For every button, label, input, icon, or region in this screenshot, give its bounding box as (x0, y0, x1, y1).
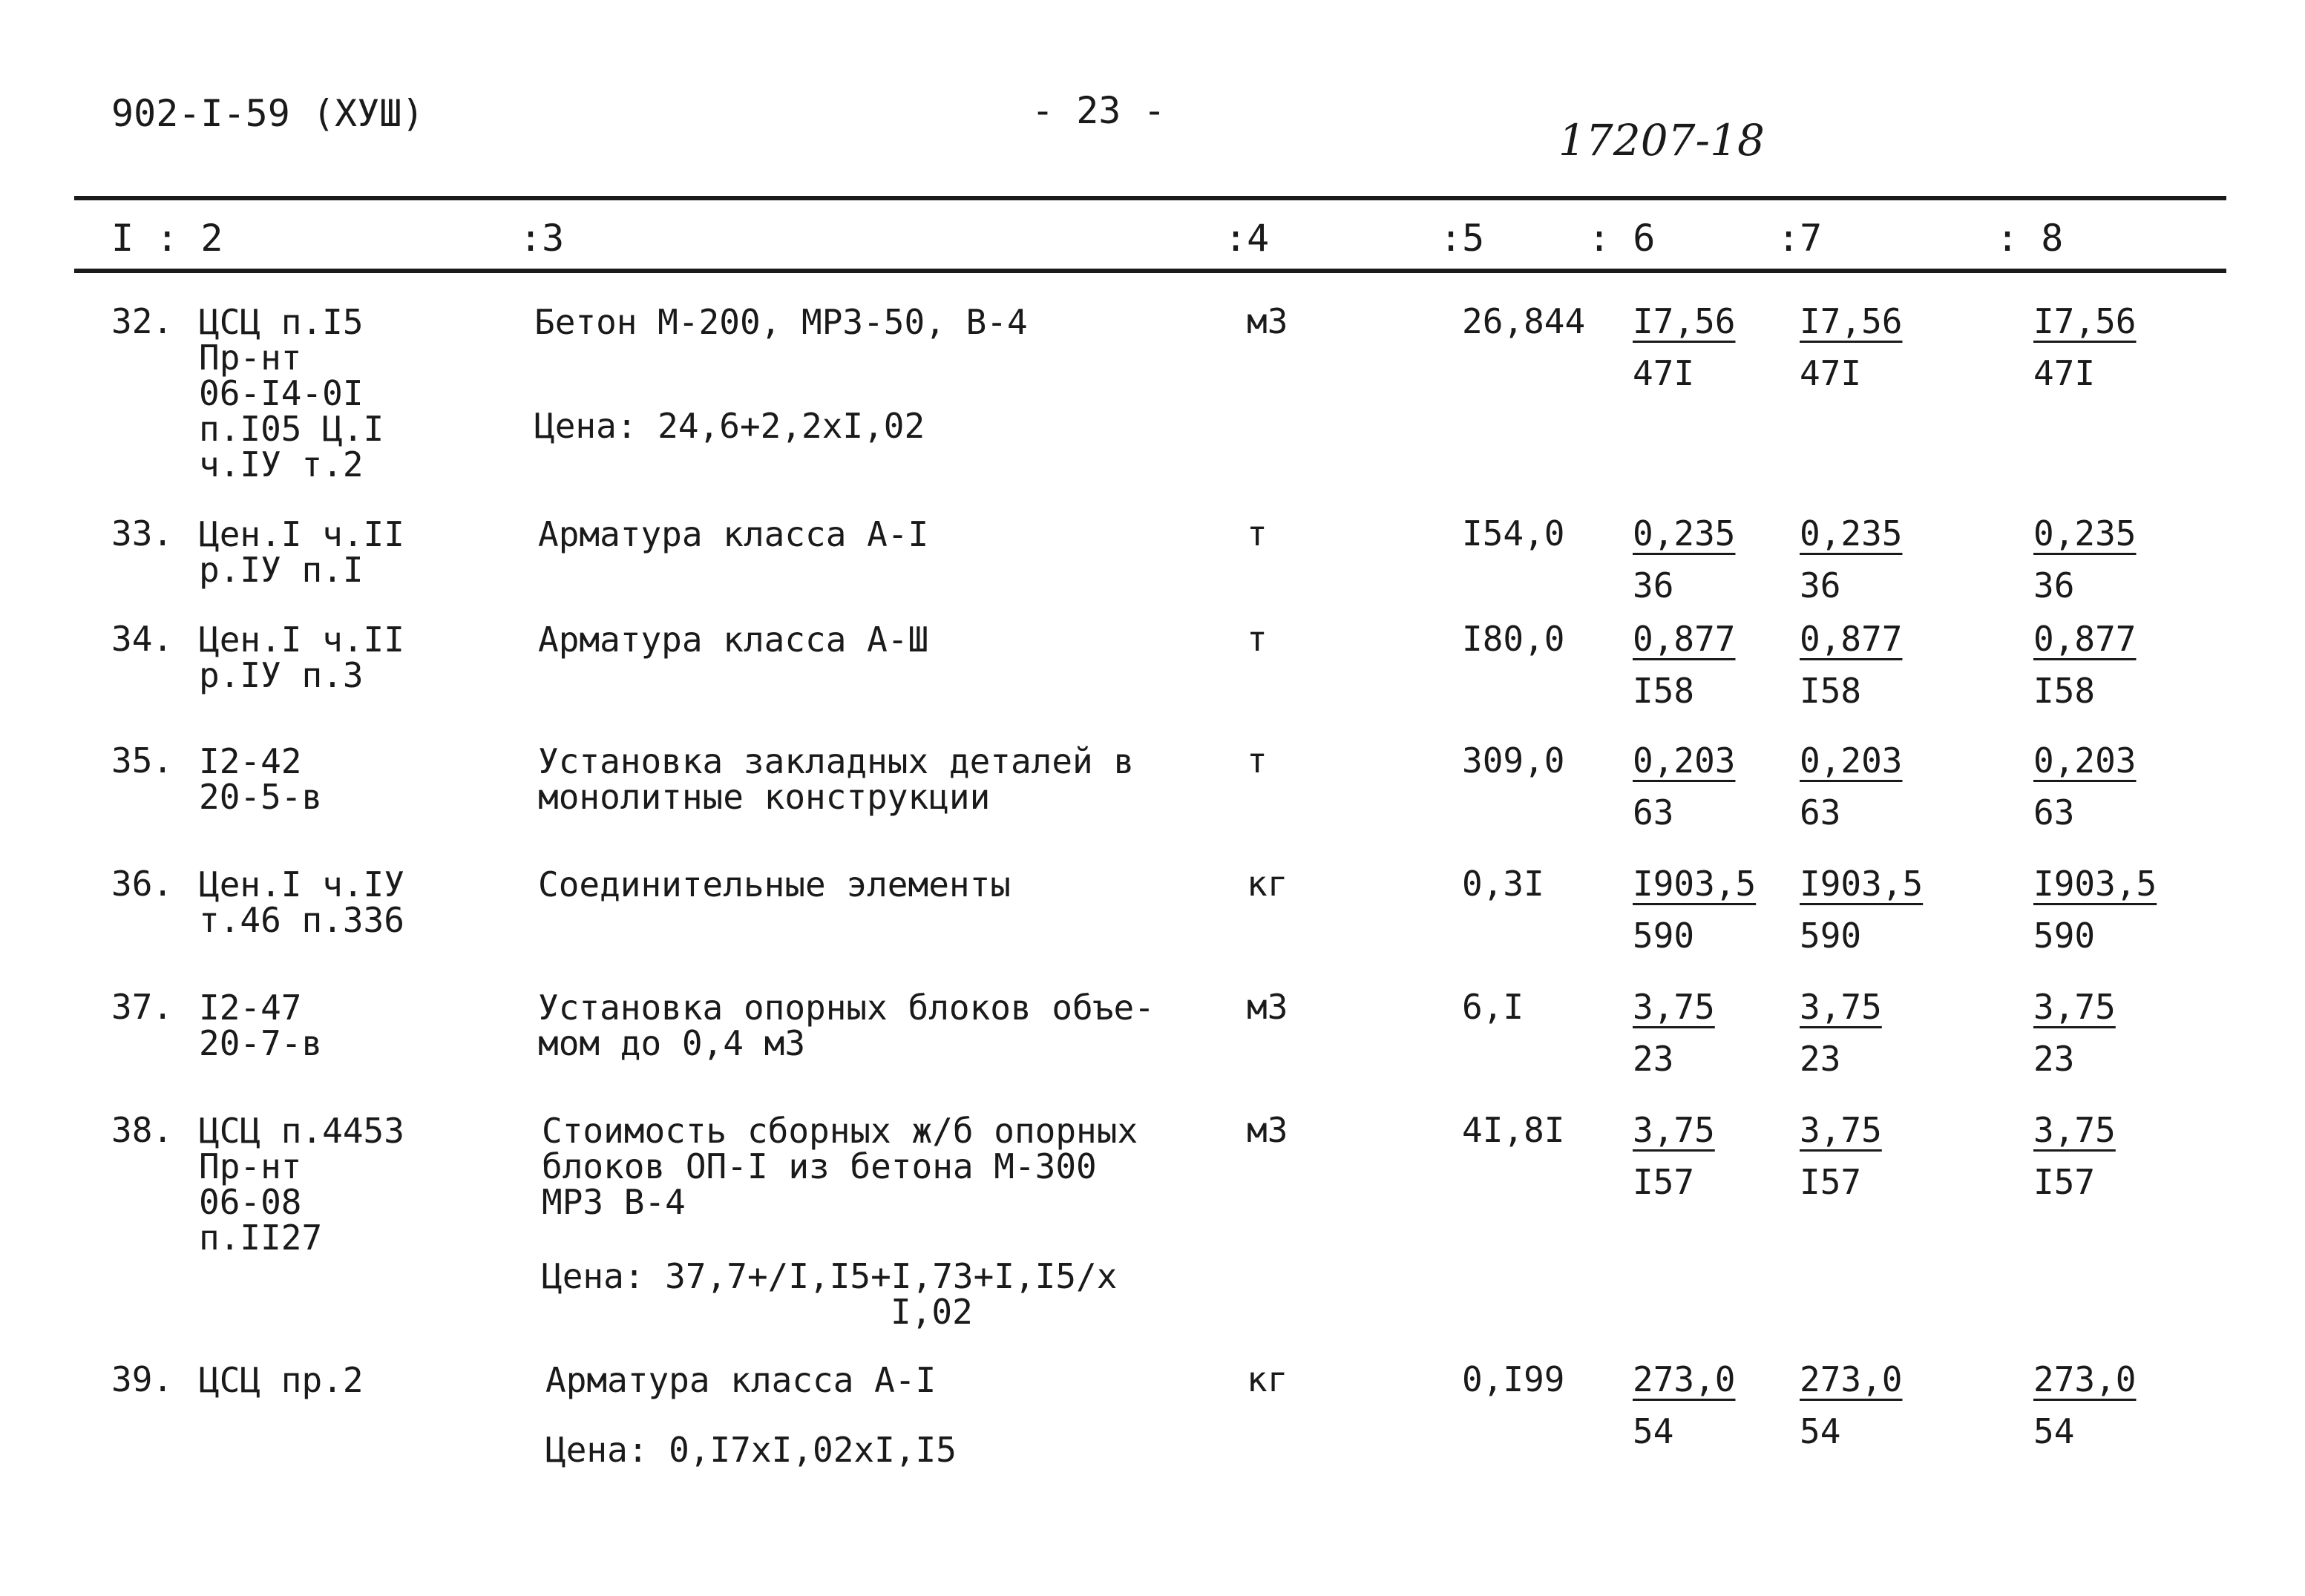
column-header-1-2: I : 2 (111, 217, 223, 260)
price-value-c7: 0,235 (1800, 513, 1903, 554)
cost-value-c8: 47I (2033, 353, 2096, 393)
price-value-c6: 0,203 (1633, 740, 1736, 781)
cost-value-c7: 36 (1800, 565, 1841, 605)
description-line: монолитные конструкции (538, 777, 991, 817)
unit-cell: кг (1247, 864, 1288, 904)
cost-value-c8: 54 (2033, 1411, 2075, 1451)
quantity-cell: I80,0 (1462, 619, 1565, 659)
reference-line: ЦСЦ п.I5 (199, 302, 364, 342)
row-number: 39. (111, 1359, 174, 1399)
price-line: Цена: 24,6+2,2xI,02 (534, 406, 925, 446)
description-cell (538, 620, 929, 660)
cost-value-c7: 54 (1800, 1411, 1841, 1451)
cost-value-c7: 47I (1800, 353, 1862, 393)
reference-cell (199, 743, 322, 815)
reference-line: ЦСЦ пр.2 (199, 1360, 364, 1400)
reference-cell (199, 1362, 364, 1398)
cost-value-c8: 63 (2033, 792, 2075, 833)
description-cell (545, 1362, 936, 1398)
description-line: Арматура класса А-Ш (538, 620, 929, 660)
reference-line: т.46 п.336 (199, 900, 404, 940)
column-header-4: :4 (1224, 217, 1270, 260)
reference-cell (199, 1111, 404, 1258)
row-number: 34. (111, 619, 174, 659)
cost-value-c7: 63 (1800, 792, 1841, 833)
row-number: 37. (111, 987, 174, 1027)
quantity-cell: 309,0 (1462, 740, 1565, 781)
price-value-c8: I7,56 (2033, 301, 2137, 341)
column-header-3: :3 (519, 217, 565, 260)
quantity-cell: I54,0 (1462, 513, 1565, 554)
description-line: МРЗ В-4 (542, 1182, 686, 1222)
handwritten-number: 17207-18 (1558, 115, 1765, 165)
description-cell (542, 1113, 1138, 1220)
cost-value-c6: 54 (1633, 1411, 1674, 1451)
price-value-c8: 273,0 (2033, 1359, 2137, 1399)
description-cell (538, 743, 1134, 815)
price-value-c6: 0,235 (1633, 513, 1736, 554)
price-value-c8: 3,75 (2033, 987, 2116, 1027)
reference-line: р.IУ п.3 (199, 655, 364, 695)
description-line: блоков ОП-I из бетона М-300 (542, 1146, 1097, 1186)
quantity-cell: 0,I99 (1462, 1359, 1565, 1399)
cost-value-c8: 23 (2033, 1039, 2075, 1079)
description-line: Соединительные элементы (538, 864, 1011, 904)
reference-line: 06-I4-0I (199, 373, 364, 413)
reference-line: Пр-нт (199, 1146, 302, 1186)
header-rule (74, 269, 2226, 273)
top-rule (74, 196, 2226, 200)
price-value-c8: I903,5 (2033, 864, 2157, 904)
reference-cell (199, 622, 404, 693)
description-cell (538, 990, 1155, 1061)
reference-line: Цен.I ч.II (199, 620, 404, 660)
reference-line: Цен.I ч.IУ (199, 864, 404, 904)
column-header-8: : 8 (1996, 217, 2064, 260)
description-line: мом до 0,4 м3 (538, 1023, 806, 1063)
cost-value-c8: I57 (2033, 1162, 2096, 1202)
price-value-c7: I903,5 (1800, 864, 1924, 904)
reference-line: 20-5-в (199, 777, 323, 817)
document-code: 902-I-59 (ХУШ) (111, 92, 424, 135)
row-number: 33. (111, 513, 174, 554)
price-value-c7: I7,56 (1800, 301, 1903, 341)
reference-line: п.I05 Ц.I (199, 409, 384, 449)
price-value-c7: 0,877 (1800, 619, 1903, 659)
price-value-c8: 0,235 (2033, 513, 2137, 554)
price-formula (534, 408, 925, 444)
unit-cell: м3 (1247, 301, 1288, 341)
cost-value-c6: I57 (1633, 1162, 1695, 1202)
price-value-c6: 3,75 (1633, 1110, 1715, 1150)
quantity-cell: 4I,8I (1462, 1110, 1565, 1150)
description-cell (538, 516, 928, 552)
unit-cell: м3 (1247, 987, 1288, 1027)
price-value-c7: 3,75 (1800, 1110, 1882, 1150)
reference-cell (199, 302, 384, 485)
reference-line: I2-42 (199, 741, 302, 781)
price-value-c7: 3,75 (1800, 987, 1882, 1027)
price-value-c7: 0,203 (1800, 740, 1903, 781)
reference-cell (199, 864, 404, 940)
reference-line: Пр-нт (199, 338, 302, 378)
reference-line: 06-08 (199, 1182, 302, 1222)
cost-value-c7: 590 (1800, 916, 1862, 956)
reference-line: ч.IУ т.2 (199, 444, 364, 485)
cost-value-c8: I58 (2033, 671, 2096, 711)
row-number: 32. (111, 301, 174, 341)
unit-cell: м3 (1247, 1110, 1288, 1150)
reference-line: п.II27 (199, 1218, 323, 1258)
price-value-c6: 273,0 (1633, 1359, 1736, 1399)
row-number: 36. (111, 864, 174, 904)
cost-value-c7: 23 (1800, 1039, 1841, 1079)
price-line: Цена: 0,I7xI,02xI,I5 (545, 1430, 957, 1470)
cost-value-c6: 36 (1633, 565, 1674, 605)
description-cell (534, 304, 1028, 340)
cost-value-c8: 590 (2033, 916, 2096, 956)
cost-value-c6: 23 (1633, 1039, 1674, 1079)
row-number: 35. (111, 740, 174, 781)
unit-cell: т (1247, 740, 1268, 781)
page-number: - 23 - (1032, 89, 1166, 132)
reference-line: р.IУ п.I (199, 550, 364, 590)
cost-value-c6: 47I (1633, 353, 1695, 393)
unit-cell: т (1247, 513, 1268, 554)
reference-line: I2-47 (199, 988, 302, 1028)
description-line: Установка закладных деталей в (538, 741, 1135, 781)
price-value-c8: 3,75 (2033, 1110, 2116, 1150)
reference-cell (199, 990, 322, 1061)
reference-line: ЦСЦ п.4453 (199, 1111, 404, 1151)
description-line: Стоимость сборных ж/б опорных (542, 1111, 1138, 1151)
cost-value-c6: 63 (1633, 792, 1674, 833)
quantity-cell: 6,I (1462, 987, 1524, 1027)
price-value-c6: 0,877 (1633, 619, 1736, 659)
cost-value-c6: 590 (1633, 916, 1695, 956)
cost-value-c6: I58 (1633, 671, 1695, 711)
price-value-c6: I7,56 (1633, 301, 1736, 341)
quantity-cell: 26,844 (1462, 301, 1586, 341)
price-value-c8: 0,203 (2033, 740, 2137, 781)
price-formula (542, 1258, 1117, 1330)
reference-cell (199, 516, 404, 588)
description-line: Установка опорных блоков объе- (538, 988, 1155, 1028)
price-line: Цена: 37,7+/I,I5+I,73+I,I5/x (542, 1256, 1118, 1296)
unit-cell: т (1247, 619, 1268, 659)
unit-cell: кг (1247, 1359, 1288, 1399)
price-line: I,02 (891, 1292, 973, 1332)
reference-line: 20-7-в (199, 1023, 323, 1063)
column-header-7: :7 (1777, 217, 1823, 260)
column-header-6: : 6 (1588, 217, 1656, 260)
price-formula (545, 1432, 957, 1468)
cost-value-c7: I57 (1800, 1162, 1862, 1202)
description-cell (538, 864, 1011, 904)
quantity-cell: 0,3I (1462, 864, 1544, 904)
reference-line: Цен.I ч.II (199, 514, 404, 554)
price-value-c6: I903,5 (1633, 864, 1757, 904)
cost-value-c7: I58 (1800, 671, 1862, 711)
column-header-5: :5 (1440, 217, 1485, 260)
description-line: Бетон М-200, МРЗ-50, В-4 (534, 302, 1028, 342)
price-value-c6: 3,75 (1633, 987, 1715, 1027)
row-number: 38. (111, 1110, 174, 1150)
description-line: Арматура класса А-I (538, 514, 929, 554)
price-value-c7: 273,0 (1800, 1359, 1903, 1399)
description-line: Арматура класса А-I (545, 1360, 937, 1400)
price-value-c8: 0,877 (2033, 619, 2137, 659)
cost-value-c8: 36 (2033, 565, 2075, 605)
